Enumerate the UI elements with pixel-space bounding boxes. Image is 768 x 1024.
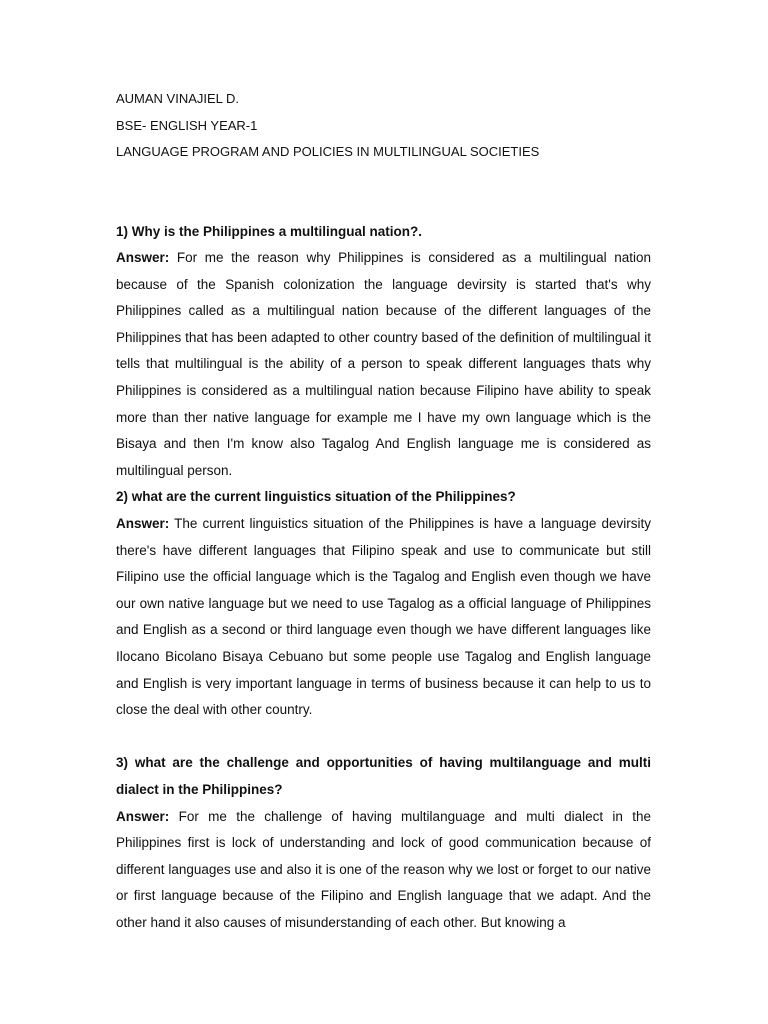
answer-label: Answer:	[116, 808, 170, 824]
answer-label: Answer:	[116, 250, 170, 266]
header-spacer	[116, 166, 651, 219]
course-year: BSE- ENGLISH YEAR-1	[116, 117, 258, 133]
author-name: AUMAN VINAJIEL D.	[116, 91, 240, 106]
question-2: 2) what are the current linguistics situation of the Philippines?	[116, 489, 516, 505]
question-1: 1) Why is the Philippines a multilingual nation?.	[116, 223, 423, 239]
answer-1-text: For me the reason why Philippines is considered as a multilingual nation because of the Spanish colonization the language devirsity is started that's why Philippines called as a multilingual nation because of the different languages of the Philippines that has been adapted to other country based of the definition of multilingual it tells that multilingual is the ability of a person to speak different languages thats why Philippines is considered as a multilingual nation because Filipino have ability to speak more than ther native language for example me I have my own language which is the Bisaya and then I'm know also Tagalog And English language me is considered as multilingual person.	[116, 250, 651, 478]
document-title: LANGUAGE PROGRAM AND POLICIES IN MULTILINGUAL SOCIETIES	[116, 144, 540, 159]
answer-2	[116, 511, 651, 724]
answer-3	[116, 804, 651, 937]
document-page	[116, 86, 651, 937]
question-3: 3) what are the challenge and opportunities of having multilanguage and multi dialect in the Philippines?	[116, 755, 651, 797]
answer-2-text: The current linguistics situation of the Philippines is have a language devirsity there's have different languages that Filipino speak and use to communicate but still Filipino use the official language which is the Tagalog and English even though we have our own native language but we need to use Tagalog as a official language of Philippines and English as a second or third language even though we have different languages like Ilocano Bicolano Bisaya Cebuano but some people use Tagalog and English language and English is very important language in terms of business because it can help to us to close the deal with other country.	[116, 516, 651, 718]
paragraph-spacer	[116, 724, 651, 751]
answer-label: Answer:	[116, 516, 170, 532]
answer-3-text: For me the challenge of having multilanguage and multi dialect in the Philippines first is lock of understanding and lock of good communication because of different languages use and also it is one of the reason why we lost or forget to our native or first language because of the Filipino and English language that we adapt. And the other hand it also causes of misunderstanding of each other. But knowing a	[116, 808, 651, 930]
answer-1	[116, 245, 651, 484]
